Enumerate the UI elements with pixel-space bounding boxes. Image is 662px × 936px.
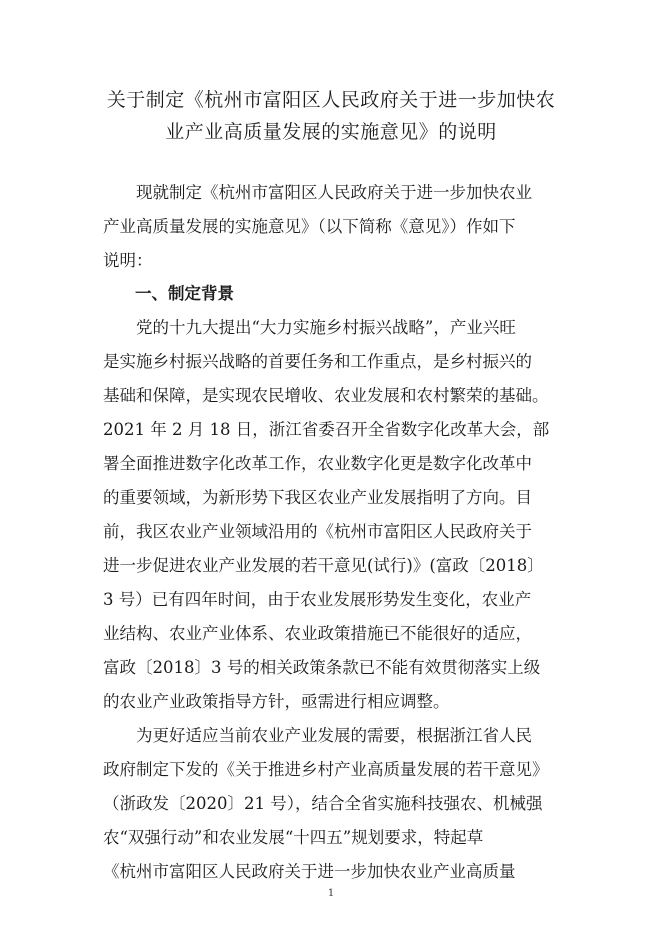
paragraph-line: 署全面推进数字化改革工作，农业数字化更是数字化改革中 xyxy=(103,454,532,473)
paragraph-line: 前，我区农业产业领域沿用的《杭州市富阳区人民政府关于 xyxy=(103,522,532,541)
intro-line: 现就制定《杭州市富阳区人民政府关于进一步加快农业 xyxy=(103,183,532,202)
paragraph-line: 农“双强行动”和农业发展“十四五”规划要求，特起草 xyxy=(103,828,484,847)
intro-line: 产业高质量发展的实施意见》（以下简称《意见》）作如下 xyxy=(103,217,516,236)
paragraph-line: 3 号）已有四年时间，由于农业发展形势发生变化，农业产 xyxy=(103,590,532,609)
paragraph-line: （浙政发〔2020〕21 号），结合全省实施科技强农、机械强 xyxy=(103,794,543,813)
page-number: 1 xyxy=(327,888,335,899)
paragraph-line: 党的十九大提出“大力实施乡村振兴战略”，产业兴旺 xyxy=(103,318,516,337)
paragraph-line: 的重要领域，为新形势下我区农业产业发展指明了方向。目 xyxy=(103,488,532,507)
paragraph-line: 政府制定下发的《关于推进乡村产业高质量发展的若干意见》 xyxy=(103,760,549,779)
document-title-line-2: 业产业高质量发展的实施意见》的说明 xyxy=(165,121,497,143)
section-heading-background: 一、制定背景 xyxy=(135,284,234,303)
paragraph-line: 基础和保障，是实现农民增收、农业发展和农村繁荣的基础。 xyxy=(103,386,549,405)
paragraph-line: 2021 年 2 月 18 日，浙江省委召开全省数字化改革大会，部 xyxy=(103,420,550,439)
document-title-line-1: 关于制定《杭州市富阳区人民政府关于进一步加快农 xyxy=(106,89,556,111)
paragraph-line: 的农业产业政策指导方针，亟需进行相应调整。 xyxy=(103,692,450,711)
paragraph-line: 业结构、农业产业体系、农业政策措施已不能很好的适应， xyxy=(103,624,532,643)
paragraph-line: 富政〔2018〕3 号的相关政策条款已不能有效贯彻落实上级 xyxy=(103,658,541,677)
paragraph-line: 《杭州市富阳区人民政府关于进一步加快农业产业高质量 xyxy=(103,862,516,881)
paragraph-line: 为更好适应当前农业产业发展的需要，根据浙江省人民 xyxy=(103,726,532,745)
intro-line: 说明： xyxy=(103,251,153,270)
paragraph-line: 是实施乡村振兴战略的首要任务和工作重点，是乡村振兴的 xyxy=(103,352,532,371)
paragraph-line: 进一步促进农业产业发展的若干意见(试行)》(富政〔2018〕 xyxy=(103,556,544,575)
